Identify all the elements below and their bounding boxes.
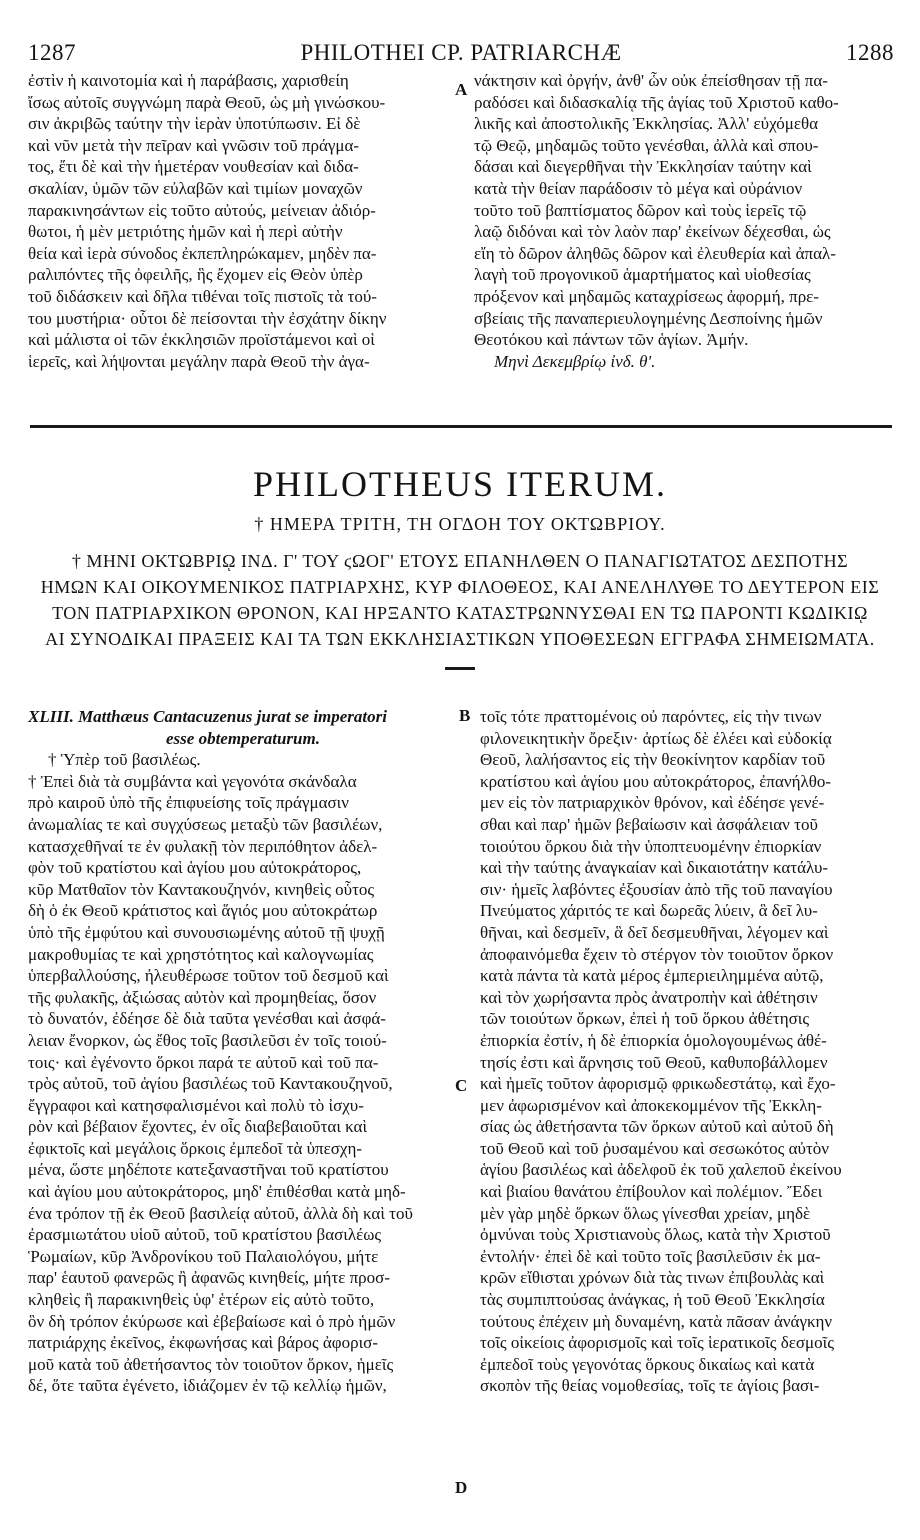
text-line: του μυστήρια· οὗτοι δὲ πείσονται τὴν ἐσχάτην δίκην (28, 308, 387, 328)
text-line: ὃν δὴ τρόπον ἐκύρωσε καὶ ἐβεβαίωσε καὶ ὁ πρὸ ἡμῶν (28, 1311, 396, 1331)
text-line: ἐπιορκία ἐστίν, ἡ δὲ ἐπιορκία ὁμολογουμένως ἀθέ- (480, 1030, 827, 1050)
text-line: τοῖς οἰκείοις ἀφορισμοῖς καὶ τοῖς ἱερατικοῖς δεσμοῖς (480, 1333, 834, 1353)
text-line: ρὸν καὶ βέβαιον ἔχοντες, ἐν οἷς διαβεβαιοῦται καὶ (28, 1117, 368, 1137)
text-line: σιν ἀκριβῶς ταύτην τὴν ἱερὰν ὑποτύπωσιν. Εἰ δὲ (28, 114, 361, 134)
text-line: ένα τρόπον τῇ ἐκ Θεοῦ βασιλείᾳ αὐτοῦ, ἀλλὰ δὴ καὶ τοῦ (28, 1203, 413, 1223)
text-line: κατασχεθῆναί τε ἐν φυλακῇ τὸν περιπόθητον ἀδελ- (28, 836, 378, 856)
text-line: ραδόσει καὶ διδασκαλίᾳ τῆς ἁγίας τοῦ Χριστοῦ καθο- (474, 92, 839, 112)
text-line: ραλιπόντες τῆς ὀφειλῆς, ἣς ἔχομεν εἰς Θεὸν ὑπὲρ (28, 265, 363, 285)
text-line: ἐφικτοῖς καὶ μεγάλοις ὅρκοις ἐμπεδοῖ τὰ ὑπεσχη- (28, 1138, 363, 1158)
document-title: XLIII. Matthæus Cantacuzenus jurat se imperatori (28, 707, 387, 726)
page-number-left: 1287 (28, 40, 76, 65)
margin-marker-d: D (455, 1478, 468, 1497)
running-head (28, 40, 894, 70)
text-line: θεία καὶ ἱερὰ σύνοδος ἐκπεπληρώκαμεν, μηδὲν πα- (28, 243, 377, 263)
text-line: τὸ δυνατόν, ἐδέησε δὲ διὰ ταῦτα γενέσθαι καὶ ἀσφά- (28, 1009, 386, 1029)
text-line: ἐμπεδοῖ τοὺς γεγονότας ὅρκους δικαίως καὶ κατὰ (480, 1354, 815, 1374)
text-line: μένα, ὥστε μηδέποτε κατεξαναστῆναι τοῦ κρατίστου (28, 1160, 389, 1180)
text-line: τοῦ Θεοῦ καὶ τοῦ ῥυσαμένου καὶ σεσωκότος αὐτὸν (480, 1138, 829, 1158)
text-line: νάκτησιν καὶ ὀργήν, ἀνθ' ὧν οὐκ ἐπείσθησαν τῇ πα- (474, 71, 828, 90)
document-right-column (480, 706, 894, 1397)
text-line: μεν εἰς τὸν πατριαρχικὸν θρόνον, καὶ ἐδέησε γενέ- (480, 793, 825, 813)
text-line: † Ἐπεὶ διὰ τὰ συμβάντα καὶ γεγονότα σκάνδαλα (28, 771, 357, 791)
text-line: τῆς φυλακῆς, ἀξιώσας αὐτὸν καὶ προμηθείας, ὅσον (28, 987, 377, 1007)
section-subtitle: † ΗΜΕΡΑ ΤΡΙΤΗ, ΤΗ ΟΓΔΟΗ ΤΟΥ ΟΚΤΩΒΡΙΟΥ. (254, 514, 666, 534)
text-line: τοις· καὶ ἐγένοντο ὅρκοι παρά τε αὐτοῦ καὶ τοῦ πα- (28, 1052, 379, 1072)
text-line: σκοπὸν τῆς θείας νομοθεσίας, τοῖς τε ἁγίοις βασι- (480, 1376, 820, 1396)
text-line: λαγὴ τοῦ προγονικοῦ ἁμαρτήματος καὶ υἱοθεσίας (474, 265, 811, 285)
text-line: καὶ ἁγίου μου αὐτοκράτορος, μηδ' ἐπιθέσθαι κατὰ μηδ- (28, 1182, 406, 1202)
document-date: Μηνὶ Δεκεμβρίῳ ἰνδ. θ'. (494, 351, 656, 371)
text-line: λαῷ διδόναι καὶ τὸν λαὸν παρ' ἐκείνων δέχεσθαι, ὡς (474, 222, 831, 242)
text-line: δάσαι καὶ διεγερθῆναι τὴν Ἐκκλησίαν ταύτην καὶ (474, 157, 812, 177)
text-line: θῆναι, καὶ δεσμεῖν, ἃ δεῖ δεσμευθῆναι, λέγομεν καὶ (480, 922, 829, 942)
text-line: τὰς συμπιπτούσας ἀνάγκας, ἡ τοῦ Θεοῦ Ἐκκλησία (480, 1290, 825, 1310)
text-line: ἀποφαινόμεθα ἔχειν τὸ στέργον τὸν τοιοῦτον ὅρκον (480, 944, 834, 964)
top-left-column (28, 70, 450, 372)
text-line: κατὰ πάντα τὰ κατὰ μέρος ἐμπεριειλημμένα αὐτῷ, (480, 966, 824, 986)
text-line: τοιούτου ὅρκου διὰ τὴν ὑποπτευομένην ἐπιορκίαν (480, 836, 822, 856)
text-line: τησίς ἐστι καὶ ἄρνησις τοῦ Θεοῦ, καθυποβάλλομεν (480, 1052, 828, 1072)
text-line: ἴσως αὐτοῖς συγγνώμη παρὰ Θεοῦ, ὡς μὴ γινώσκου- (28, 92, 386, 112)
margin-marker-c: C (455, 1076, 468, 1095)
section-title: PHILOTHEUS ITERUM. (253, 464, 667, 504)
text-line: ἐστὶν ἡ καινοτομία καὶ ἡ παράβασις, χαρισθείη (28, 71, 349, 90)
text-line: κρατίστου καὶ ἁγίου μου αὐτοκράτορος, ἐπανήλθο- (480, 771, 832, 791)
text-line: σβείαις τῆς παναπεριευλογημένης Δεσποίνης ἡμῶν (474, 308, 823, 328)
text-line: τρὸς αὐτοῦ, τοῦ ἁγίου βασιλέως τοῦ Καντακουζηνοῦ, (28, 1074, 393, 1094)
text-line: πατριάρχης ἐκεῖνος, ἐκφωνήσας καὶ βάρος ἀφορισ- (28, 1333, 378, 1353)
short-divider (445, 667, 475, 670)
text-line: κῦρ Ματθαῖον τὸν Καντακουζηνόν, κινηθεὶς οὗτος (28, 879, 375, 899)
text-line: πρὸ καιροῦ ὑπὸ τῆς ἐπιφυείσης τοῖς πράγμασιν (28, 793, 349, 813)
text-line: τούτους ἐπέχειν μὴ δυναμένη, κατὰ πᾶσαν ἀνάγκην (480, 1311, 833, 1331)
top-right-column (474, 70, 894, 372)
section-heading (40, 548, 880, 652)
text-line: παρ' ἑαυτοῦ φανερῶς ἢ ἀφανῶς κινηθείς, μήτε προσ- (28, 1268, 390, 1288)
margin-marker-a: A (455, 80, 468, 99)
document-left-column (28, 706, 458, 1397)
text-line: ὀμνύναι τοὺς Χριστιανοὺς ὅλως, κατὰ τὴν Χριστοῦ (480, 1225, 831, 1245)
margin-marker-b: B (459, 706, 471, 725)
text-line: Πνεύματος χάριτός τε καὶ δωρεᾶς λύειν, ἃ δεῖ λυ- (480, 901, 818, 921)
text-line: τῶν τοιούτων ὅρκων, ἐπεὶ ἡ τοῦ ὅρκου ἀθέτησις (480, 1009, 810, 1029)
text-line: παρακινησάντων εἰς τοῦτο αὐτούς, μείνειαν ἀδιόρ- (28, 200, 376, 220)
text-line: ἐρασμιωτάτου υἱοῦ αὐτοῦ, τοῦ κρατίστου βασιλέως (28, 1225, 382, 1245)
page-number-right: 1288 (846, 40, 894, 65)
text-line: καὶ βιαίου θανάτου ἐπίβουλον καὶ πολέμιον. Ἔδει (480, 1182, 823, 1202)
text-line: μὲν γὰρ μηδὲ ὅρκων ὅλως γίνεσθαι χρείαν, μηδὲ (480, 1203, 811, 1223)
text-line: μοῦ κατὰ τοῦ ἀθετήσαντος τὸν τοιοῦτον ὅρκον, ἡμεῖς (28, 1354, 394, 1374)
text-line: τοῦτο τοῦ βαπτίσματος δῶρον καὶ τοὺς ἱερεῖς τῷ (474, 200, 807, 220)
text-line: πρόξενον καὶ μηδαμῶς καταχρίσεως ἀφορμή, πρε- (474, 286, 819, 306)
text-line: κληθεὶς ἢ παρακινηθεὶς ὑφ' ἑτέρων εἰς αὐτὸ τοῦτο, (28, 1290, 375, 1310)
text-line: μεν ἀφωρισμένον καὶ ἀποκεκομμένον τῆς Ἐκκλη- (480, 1095, 822, 1115)
text-line: σθαι καὶ παρ' ἡμῶν βεβαίωσιν καὶ ἀσφάλειαν τοῦ (480, 814, 818, 834)
text-line: ἔγγραφοι καὶ κατησφαλισμένοι καὶ πολὺ τὸ ἰσχυ- (28, 1095, 364, 1115)
heading-line: † ΜΗΝΙ ΟΚΤΩΒΡΙῼ ΙΝΔ. Γ' ΤΟΥ ϛΩΟΓ' ΕΤΟΥΣ ΕΠΑΝΗΛΘΕΝ Ο ΠΑΝΑΓΙΩΤΑΤΟΣ ΔΕΣΠΟΤΗΣ (71, 551, 849, 571)
text-line: σκαλίαν, ὑμῶν τῶν εὐλαβῶν καὶ τιμίων μοναχῶν (28, 178, 363, 198)
heading-line: ΤΟΝ ΠΑΤΡΙΑΡΧΙΚΟΝ ΘΡΟΝΟΝ, ΚΑΙ ΗΡΞΑΝΤΟ ΚΑΤΑΣΤΡΩΝΝΥΣΘΑΙ ΕΝ ΤΩ ΠΑΡΟΝΤΙ ΚΩΔΙΚΙῼ (52, 603, 868, 623)
text-line: καὶ ἡμεῖς τοῦτον ἀφορισμῷ φρικωδεστάτῳ, καὶ ἔχο- (480, 1074, 836, 1094)
text-line: ἱερεῖς, καὶ λήψονται μεγάλην παρὰ Θεοῦ τὴν ἀγα- (28, 351, 370, 371)
text-line: ὑπὸ τῆς ἐμφύτου καὶ συνουσιωμένης αὐτοῦ τῇ ψυχῇ (28, 922, 385, 942)
document-title-cont: esse obtemperaturum. (166, 728, 320, 748)
text-line: τῷ Θεῷ, μηδαμῶς τοῦτο γενέσθαι, ἀλλὰ καὶ σπου- (474, 135, 819, 155)
text-line: εἴη τὸ δῶρον ἀληθῶς δῶρον καὶ ἐλευθερία καὶ ἀπαλ- (474, 243, 836, 263)
section-divider (30, 425, 892, 428)
text-line: ἐντολήν· ἐπεὶ δὲ καὶ τοῦτο τοῖς βασιλεῦσιν ἐκ μα- (480, 1246, 821, 1266)
text-line: ἀνωμαλίας τε καὶ συγχύσεως μεταξὺ τῶν βασιλέων, (28, 814, 383, 834)
text-line: Ῥωμαίων, κῦρ Ἀνδρονίκου τοῦ Παλαιολόγου, μήτε (28, 1246, 379, 1266)
text-line: τοῖς τότε πραττομένοις οὐ παρόντες, εἰς τὴν τινων (480, 707, 822, 726)
heading-line: ΗΜΩΝ ΚΑΙ ΟΙΚΟΥΜΕΝΙΚΟΣ ΠΑΤΡΙΑΡΧΗΣ, ΚΥΡ ΦΙΛΟΘΕΟΣ, ΚΑΙ ΑΝΕΛΗΛΥΘΕ ΤΟ ΔΕΥΤΕΡΟΝ ΕΙΣ (40, 577, 880, 597)
text-line: λικῆς καὶ ἀποστολικῆς Ἐκκλησίας. Ἀλλ' εὐχόμεθα (474, 114, 819, 134)
text-line: φιλονεικητικὴν ὄρεξιν· ἀρτίως δὲ ἐλέει καὶ εὐδοκίᾳ (480, 728, 832, 748)
document-subhead: † Ὑπὲρ τοῦ βασιλέως. (48, 750, 201, 770)
text-line: ὑπερβαλλούσης, ἠλευθέρωσε τοῦτον τοῦ δεσμοῦ καὶ (28, 966, 389, 986)
text-line: καὶ τὸν χωρήσαντα πρὸς ἀνατροπὴν καὶ ἀθέτησιν (480, 987, 818, 1007)
text-line: δέ, ὅτε ταῦτα ἐγένετο, ἰδιάζομεν ἐν τῷ κελλίῳ ἡμῶν, (28, 1376, 387, 1396)
text-line: καὶ τὴν ταύτης ἀναγκαίαν καὶ δικαιοτάτην κατάλυ- (480, 858, 829, 878)
text-line: καὶ νῦν μετὰ τὴν πεῖραν καὶ γνῶσιν τοῦ πράγμα- (28, 135, 360, 155)
text-line: Θεοτόκου καὶ πάντων τῶν ἁγίων. Ἀμήν. (474, 330, 749, 350)
text-line: κατὰ τὴν θείαν παράδοσιν τὸ μέγα καὶ οὐράνιον (474, 178, 803, 198)
text-line: τος, ἔτι δὲ καὶ τὴν ἡμετέραν νουθεσίαν καὶ διδα- (28, 157, 359, 177)
text-line: σιν· ἡμεῖς λαβόντες ἐξουσίαν ἀπὸ τῆς τοῦ παναγίου (480, 879, 833, 899)
text-line: σίας ὡς ἀθετήσαντα τῶν ὅρκων αὐτοῦ καὶ αὐτοῦ δὴ (480, 1117, 834, 1137)
text-line: τοῦ διδάσκειν καὶ δῆλα τιθέναι τοῖς πιστοῖς τὰ τού- (28, 286, 377, 306)
text-line: λειαν ἔνορκον, ὡς ἔθος τοῖς βασιλεῦσι ἐν τοῖς τοιού- (28, 1030, 387, 1050)
running-head-title: PHILOTHEI CP. PATRIARCHÆ (300, 40, 622, 65)
text-line: Θεοῦ, λαλήσαντος εἰς τὴν θεοκίνητον καρδίαν τοῦ (480, 750, 826, 770)
text-line: καὶ μάλιστα οἱ τῶν ἐκκλησιῶν προϊστάμενοι καὶ οἱ (28, 330, 375, 350)
text-line: μακροθυμίας τε καὶ χρηστότητος καὶ καλογνωμίας (28, 944, 374, 964)
text-line: ἁγίου βασιλέως καὶ ἀδελφοῦ ἐκ τοῦ χαλεποῦ ἐκείνου (480, 1160, 842, 1180)
text-line: κρῶν εἴθισται χρόνων διὰ τὰς τινων ἐπιβουλὰς καὶ (480, 1268, 825, 1288)
heading-line: ΑΙ ΣΥΝΟΔΙΚΑΙ ΠΡΑΞΕΙΣ ΚΑΙ ΤΑ ΤΩΝ ΕΚΚΛΗΣΙΑΣΤΙΚΩΝ ΥΠΟΘΕΣΕΩΝ ΕΓΓΡΑΦΑ ΣΗΜΕΙΩΜΑΤΑ. (45, 629, 875, 649)
text-line: δὴ ὁ ἐκ Θεοῦ κράτιστος καὶ ἅγιός μου αὐτοκράτωρ (28, 901, 378, 921)
text-line: φὸν τοῦ κρατίστου καὶ ἁγίου μου αὐτοκράτορος, (28, 858, 362, 878)
text-line: θωτοι, ἡ μὲν μετριότης ἡμῶν καὶ ἡ περὶ αὐτὴν (28, 222, 343, 242)
